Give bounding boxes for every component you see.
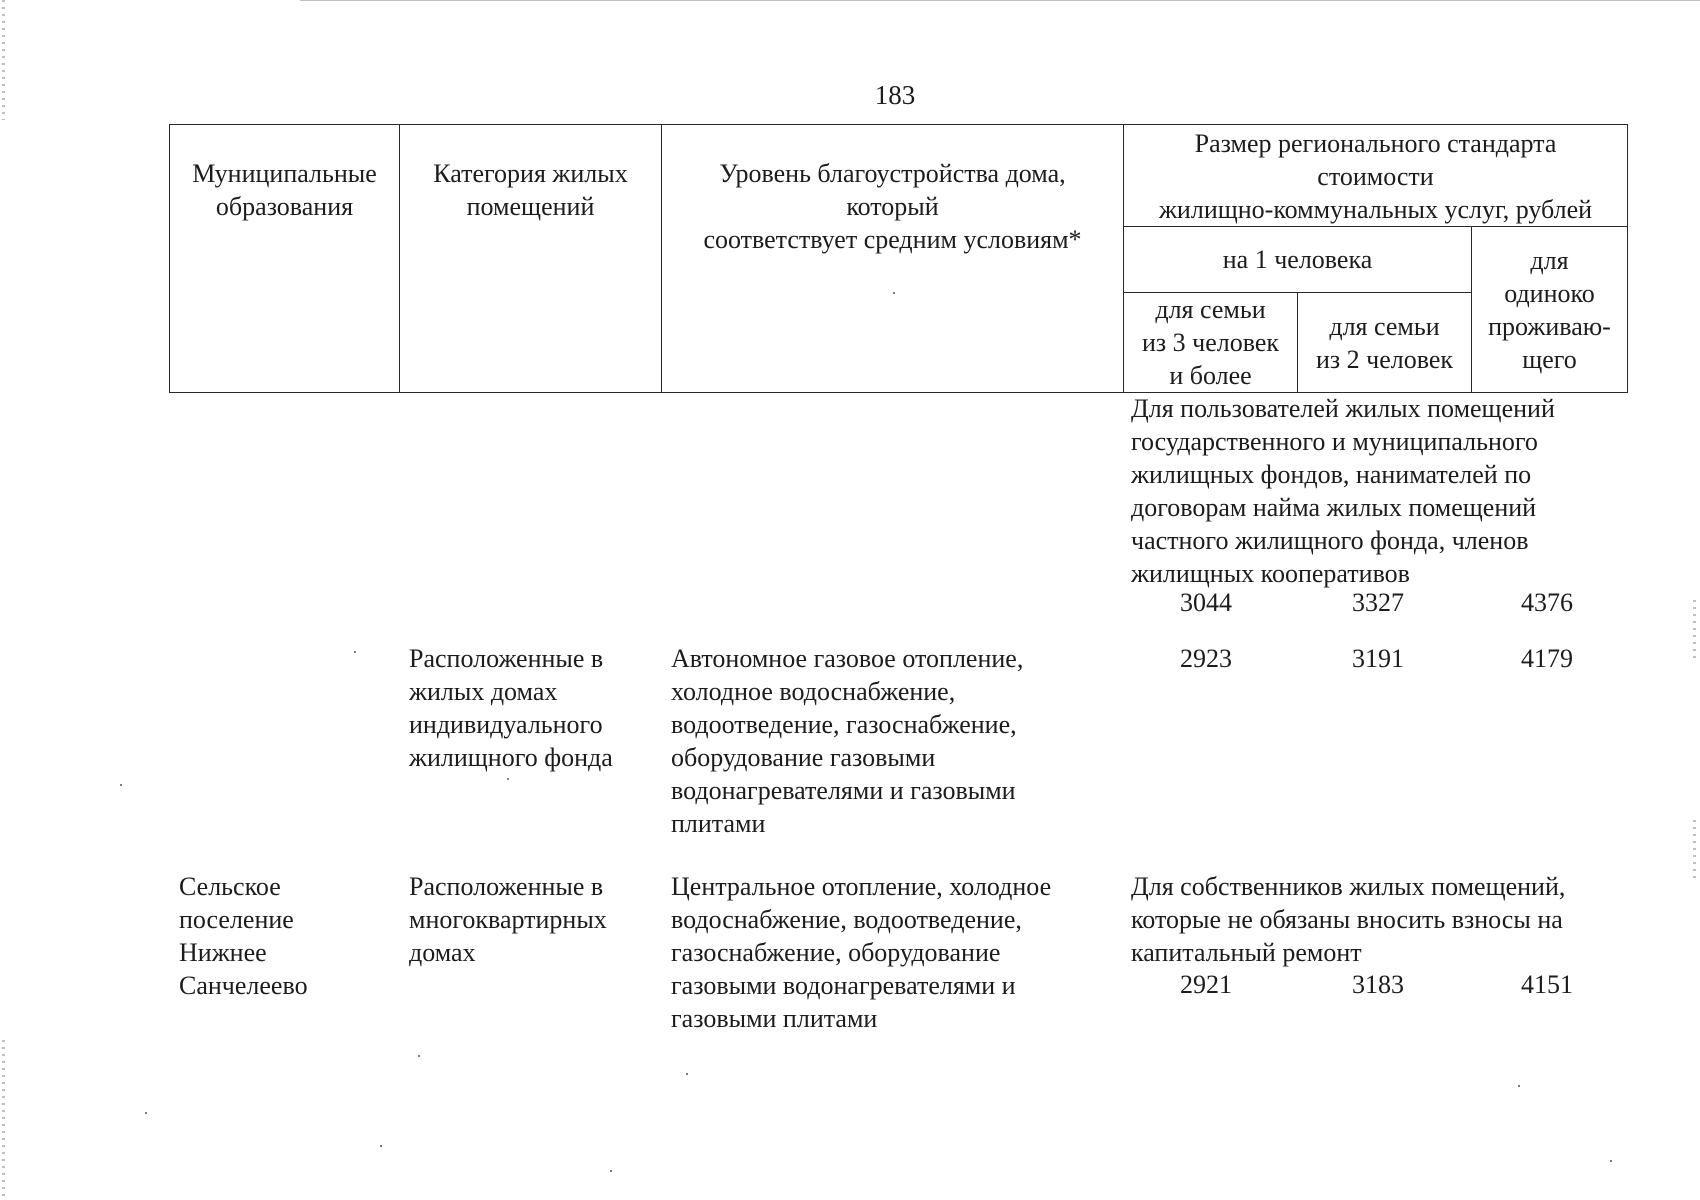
scan-speck	[507, 778, 509, 780]
page-number: 183	[874, 80, 916, 110]
users-value-single: 4376	[1521, 588, 1573, 617]
scan-edge-noise	[1693, 820, 1696, 880]
header-per-person	[1124, 227, 1472, 293]
individual-value-single: 4179	[1521, 644, 1573, 673]
header-municipality-label: Муниципальные образования	[192, 159, 377, 221]
scan-edge-noise	[2, 1040, 5, 1200]
scan-speck	[610, 1170, 612, 1172]
individual-value-family2: 3191	[1352, 644, 1404, 673]
individual-level: Автономное газовое отопление, холодное водоснабжение, водоотведение, газоснабжение, оборудование газовыми водонагревателями и газовыми плитами	[671, 644, 1024, 838]
scan-speck	[380, 1145, 382, 1147]
header-family2	[1298, 293, 1472, 393]
settlement-name: Сельское поселение Нижнее Санчелеево	[179, 872, 308, 1000]
scan-speck	[893, 292, 895, 294]
owners-value-family2: 3183	[1352, 970, 1404, 999]
scan-speck	[145, 1112, 147, 1114]
users-value-family3: 3044	[1180, 588, 1232, 617]
scan-edge-noise	[1693, 600, 1696, 660]
header-municipality	[170, 125, 400, 393]
header-single-label: для одиноко проживаю- щего	[1488, 245, 1611, 374]
individual-category: Расположенные в жилых домах индивидуального жилищного фонда	[409, 644, 613, 772]
header-table	[169, 124, 1628, 393]
scan-speck	[418, 1055, 420, 1057]
header-family3	[1124, 293, 1298, 393]
users-note: Для пользователей жилых помещений государственного и муниципального жилищных фондов, нанимателей по договорам найма жилых помещений частного жилищного фонда, членов жилищных кооперативов	[1131, 394, 1555, 588]
owners-value-single: 4151	[1521, 970, 1573, 999]
header-standard-label: Размер регионального стандарта стоимости жилищно-коммунальных услуг, рублей	[1158, 129, 1593, 224]
header-single	[1472, 227, 1628, 393]
header-family2-label: для семьи из 2 человек	[1315, 311, 1454, 374]
scan-edge-noise	[2, 0, 5, 120]
apartment-level: Центральное отопление, холодное водоснабжение, водоотведение, газоснабжение, оборудование газовыми водонагревателями и газовыми плитами	[671, 872, 1052, 1033]
scan-speck	[686, 1073, 688, 1075]
users-value-family2: 3327	[1352, 588, 1404, 617]
apartment-category: Расположенные в многоквартирных домах	[409, 872, 607, 967]
scan-speck	[120, 784, 122, 786]
header-level-label: Уровень благоустройства дома, который соответствует средним условиям*	[703, 159, 1082, 254]
header-per-person-label: на 1 человека	[1222, 245, 1373, 274]
top-rule	[300, 0, 1700, 1]
individual-value-family3: 2923	[1180, 644, 1232, 673]
scan-speck	[1518, 1085, 1520, 1087]
scan-speck	[1610, 1160, 1612, 1162]
owners-note: Для собственников жилых помещений, которые не обязаны вносить взносы на капитальный ремонт	[1131, 872, 1566, 967]
header-family3-label: для семьи из 3 человек и более	[1141, 295, 1280, 390]
header-category-label: Категория жилых помещений	[433, 159, 628, 221]
header-standard	[1124, 125, 1628, 227]
header-category	[400, 125, 662, 393]
header-level	[662, 125, 1124, 393]
owners-value-family3: 2921	[1180, 970, 1232, 999]
scan-speck	[354, 651, 356, 653]
